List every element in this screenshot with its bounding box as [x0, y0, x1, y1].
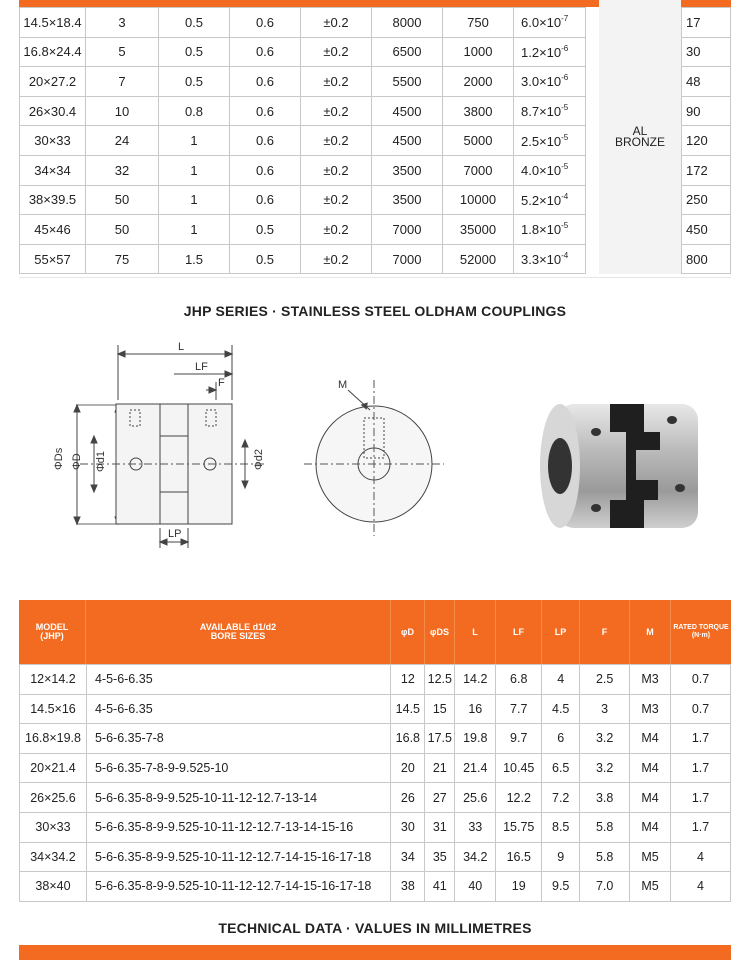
header-LP: LP [542, 600, 580, 664]
spec-table-row [20, 842, 731, 872]
spec-cell-LP: 4 [542, 665, 580, 695]
top-spec-table [19, 0, 731, 274]
top-cell-a: 50 [86, 185, 159, 215]
weight-cell: 250 [682, 185, 731, 215]
header-L: L [455, 600, 496, 664]
inertia-exponent: -6 [561, 73, 569, 83]
spec-cell-D: 20 [391, 753, 425, 783]
top-cell-inertia [514, 67, 586, 97]
spec-cell-bores: 5-6-6.35-8-9-9.525-10-11-12-12.7-14-15-16-17-18 [86, 872, 390, 902]
top-cell-stiff: 2000 [443, 67, 514, 97]
spec-cell-LP: 9.5 [542, 872, 580, 902]
spec-cell-LF: 6.8 [496, 665, 542, 695]
weight-cell: 17 [682, 8, 731, 38]
spec-cell-torque: 0.7 [671, 694, 731, 724]
drawing-area [40, 340, 720, 560]
top-cell-c: 0.5 [230, 215, 301, 245]
spec-cell-D: 38 [391, 872, 425, 902]
header-phiDS: φDS [425, 600, 455, 664]
top-table-row [20, 185, 586, 215]
top-cell-c: 0.5 [230, 244, 301, 274]
spec-cell-M: M5 [630, 872, 671, 902]
top-cell-c: 0.6 [230, 185, 301, 215]
label-M: M [338, 379, 348, 391]
top-cell-stiff: 5000 [443, 126, 514, 156]
spec-cell-torque: 0.7 [671, 665, 731, 695]
label-phiD: ΦD [71, 453, 83, 470]
top-cell-model: 14.5×18.4 [20, 8, 86, 38]
spec-cell-LP: 7.2 [542, 783, 580, 813]
label-L: L [178, 341, 185, 353]
spec-cell-D: 30 [391, 812, 425, 842]
top-table-row [20, 126, 586, 156]
top-cell-tol: ±0.2 [301, 185, 372, 215]
spec-cell-LP: 8.5 [542, 812, 580, 842]
spec-cell-M: M4 [630, 812, 671, 842]
spec-cell-L: 16 [455, 694, 496, 724]
spec-cell-model: 38×40 [20, 872, 87, 902]
inertia-base: 1.8×10 [521, 222, 562, 238]
top-table-row [20, 215, 586, 245]
inertia-exponent: -5 [561, 132, 569, 142]
spec-cell-L: 21.4 [455, 753, 496, 783]
top-cell-tol: ±0.2 [301, 215, 372, 245]
spec-cell-LP: 6.5 [542, 753, 580, 783]
top-cell-c: 0.6 [230, 37, 301, 67]
inertia-base: 3.3×10 [521, 252, 562, 268]
inertia-base: 4.0×10 [521, 163, 562, 179]
spec-cell-M: M3 [630, 694, 671, 724]
weight-cell: 450 [682, 215, 731, 245]
weight-cell: 30 [682, 37, 731, 67]
top-cell-stiff: 750 [443, 8, 514, 38]
spec-cell-F: 3 [580, 694, 630, 724]
inertia-exponent: -6 [561, 43, 569, 53]
top-cell-b: 0.8 [159, 96, 230, 126]
spec-cell-torque: 1.7 [671, 812, 731, 842]
top-cell-rpm: 7000 [372, 215, 443, 245]
spec-cell-torque: 1.7 [671, 753, 731, 783]
top-table-row [20, 67, 586, 97]
top-cell-c: 0.6 [230, 126, 301, 156]
spec-cell-LF: 15.75 [496, 812, 542, 842]
spec-cell-LF: 12.2 [496, 783, 542, 813]
top-cell-a: 7 [86, 67, 159, 97]
spec-cell-LP: 4.5 [542, 694, 580, 724]
top-cell-tol: ±0.2 [301, 244, 372, 274]
inertia-exponent: -5 [561, 103, 569, 113]
top-cell-a: 24 [86, 126, 159, 156]
spec-cell-LP: 9 [542, 842, 580, 872]
weight-cell: 172 [682, 155, 731, 185]
spec-cell-F: 3.2 [580, 724, 630, 754]
top-cell-inertia [514, 8, 586, 38]
spec-cell-LF: 10.45 [496, 753, 542, 783]
spec-cell-L: 25.6 [455, 783, 496, 813]
top-cell-rpm: 7000 [372, 244, 443, 274]
spec-cell-bores: 4-5-6-6.35 [86, 694, 390, 724]
spec-cell-DS: 27 [425, 783, 455, 813]
spec-cell-F: 2.5 [580, 665, 630, 695]
spec-cell-model: 26×25.6 [20, 783, 87, 813]
label-F: F [218, 377, 225, 389]
spec-cell-LF: 19 [496, 872, 542, 902]
header-torque: RATED TORQUE (N·m) [673, 624, 729, 639]
inertia-base: 6.0×10 [521, 15, 562, 31]
weight-cell: 800 [682, 244, 731, 274]
technical-drawings [40, 340, 720, 560]
spec-cell-bores: 5-6-6.35-8-9-9.525-10-11-12-12.7-14-15-16-17-18 [86, 842, 390, 872]
inertia-base: 5.2×10 [521, 192, 562, 208]
spec-cell-DS: 35 [425, 842, 455, 872]
material-line-2: BRONZE [614, 135, 665, 149]
spec-table-row [20, 872, 731, 902]
spec-cell-model: 16.8×19.8 [20, 724, 87, 754]
material-line-1: AL [632, 124, 648, 138]
spec-cell-torque: 4 [671, 842, 731, 872]
header-M: M [630, 600, 671, 664]
spec-table-row [20, 724, 731, 754]
top-cell-inertia [514, 244, 586, 274]
spec-table-header [19, 600, 731, 664]
top-header-strip-weight [681, 0, 731, 7]
top-cell-stiff: 7000 [443, 155, 514, 185]
spec-cell-LF: 7.7 [496, 694, 542, 724]
top-cell-inertia [514, 96, 586, 126]
spec-cell-LF: 16.5 [496, 842, 542, 872]
spec-cell-L: 14.2 [455, 665, 496, 695]
top-table-row [20, 244, 586, 274]
weight-row [682, 67, 731, 97]
spec-cell-F: 5.8 [580, 812, 630, 842]
side-view-drawing [74, 345, 265, 548]
spec-cell-DS: 41 [425, 872, 455, 902]
weight-column [681, 7, 731, 274]
weight-row [682, 185, 731, 215]
spec-cell-bores: 5-6-6.35-8-9-9.525-10-11-12-12.7-13-14-15-16 [86, 812, 390, 842]
spec-table-row [20, 694, 731, 724]
top-cell-model: 38×39.5 [20, 185, 86, 215]
top-cell-c: 0.6 [230, 8, 301, 38]
top-cell-inertia [514, 37, 586, 67]
top-cell-a: 50 [86, 215, 159, 245]
top-cell-stiff: 10000 [443, 185, 514, 215]
weight-row [682, 8, 731, 38]
top-header-strip [19, 0, 599, 7]
top-cell-stiff: 35000 [443, 215, 514, 245]
top-cell-c: 0.6 [230, 96, 301, 126]
header-phiD: φD [391, 600, 425, 664]
top-cell-tol: ±0.2 [301, 8, 372, 38]
label-LF: LF [195, 361, 208, 373]
top-cell-b: 1.5 [159, 244, 230, 274]
spec-cell-torque: 4 [671, 872, 731, 902]
spec-cell-model: 14.5×16 [20, 694, 87, 724]
spec-cell-bores: 4-5-6-6.35 [86, 665, 390, 695]
top-cell-a: 75 [86, 244, 159, 274]
header-F: F [580, 600, 630, 664]
spec-cell-DS: 17.5 [425, 724, 455, 754]
top-cell-b: 1 [159, 155, 230, 185]
spec-cell-F: 5.8 [580, 842, 630, 872]
weight-cell: 120 [682, 126, 731, 156]
weight-cell: 48 [682, 67, 731, 97]
spec-cell-model: 30×33 [20, 812, 87, 842]
weight-cell: 90 [682, 96, 731, 126]
top-cell-model: 26×30.4 [20, 96, 86, 126]
top-cell-b: 0.5 [159, 67, 230, 97]
top-cell-model: 20×27.2 [20, 67, 86, 97]
spec-table-body [19, 664, 731, 902]
spec-cell-LF: 9.7 [496, 724, 542, 754]
top-cell-tol: ±0.2 [301, 126, 372, 156]
spec-cell-D: 16.8 [391, 724, 425, 754]
top-cell-a: 32 [86, 155, 159, 185]
product-image [540, 404, 698, 528]
top-cell-a: 10 [86, 96, 159, 126]
weight-row [682, 244, 731, 274]
weight-row [682, 155, 731, 185]
top-cell-stiff: 52000 [443, 244, 514, 274]
top-cell-rpm: 6500 [372, 37, 443, 67]
top-cell-inertia [514, 185, 586, 215]
top-cell-rpm: 5500 [372, 67, 443, 97]
spec-cell-L: 33 [455, 812, 496, 842]
spec-cell-DS: 15 [425, 694, 455, 724]
spec-cell-M: M5 [630, 842, 671, 872]
spec-table-row [20, 783, 731, 813]
spec-cell-DS: 21 [425, 753, 455, 783]
top-cell-tol: ±0.2 [301, 155, 372, 185]
spec-table-row [20, 812, 731, 842]
top-table-row [20, 96, 586, 126]
inertia-exponent: -7 [561, 14, 569, 24]
spec-cell-D: 14.5 [391, 694, 425, 724]
top-cell-c: 0.6 [230, 155, 301, 185]
inertia-base: 2.5×10 [521, 133, 562, 149]
spec-cell-F: 3.8 [580, 783, 630, 813]
spec-cell-DS: 12.5 [425, 665, 455, 695]
header-LF: LF [496, 600, 542, 664]
spec-cell-L: 34.2 [455, 842, 496, 872]
spec-cell-L: 40 [455, 872, 496, 902]
spec-cell-D: 34 [391, 842, 425, 872]
top-table-row [20, 37, 586, 67]
top-cell-b: 1 [159, 126, 230, 156]
top-table [19, 7, 586, 274]
inertia-base: 1.2×10 [521, 44, 562, 60]
top-cell-tol: ±0.2 [301, 96, 372, 126]
top-cell-model: 16.8×24.4 [20, 37, 86, 67]
footer-title: TECHNICAL DATA · VALUES IN MILLIMETRES [218, 920, 532, 936]
divider [19, 277, 731, 278]
top-cell-b: 1 [159, 215, 230, 245]
spec-cell-torque: 1.7 [671, 783, 731, 813]
label-LP: LP [168, 528, 182, 540]
label-phid2: Φd2 [253, 448, 265, 470]
spec-cell-model: 20×21.4 [20, 753, 87, 783]
weight-row [682, 96, 731, 126]
spec-cell-F: 3.2 [580, 753, 630, 783]
spec-cell-bores: 5-6-6.35-7-8-9-9.525-10 [86, 753, 390, 783]
spec-cell-M: M4 [630, 753, 671, 783]
inertia-exponent: -4 [561, 251, 569, 261]
spec-cell-torque: 1.7 [671, 724, 731, 754]
header-model: MODEL (JHP) [19, 600, 86, 664]
top-table-row [20, 8, 586, 38]
jhp-spec-table [19, 600, 731, 902]
top-cell-b: 0.5 [159, 37, 230, 67]
spec-cell-model: 12×14.2 [20, 665, 87, 695]
top-cell-tol: ±0.2 [301, 67, 372, 97]
spec-cell-bores: 5-6-6.35-8-9-9.525-10-11-12-12.7-13-14 [86, 783, 390, 813]
top-cell-b: 1 [159, 185, 230, 215]
header-bores: AVAILABLE d1/d2 BORE SIZES [86, 600, 391, 664]
spec-cell-F: 7.0 [580, 872, 630, 902]
top-cell-rpm: 4500 [372, 96, 443, 126]
top-cell-model: 45×46 [20, 215, 86, 245]
weight-row [682, 215, 731, 245]
material-cell [599, 0, 681, 274]
spec-cell-M: M3 [630, 665, 671, 695]
top-table-row [20, 155, 586, 185]
top-cell-model: 34×34 [20, 155, 86, 185]
spec-cell-D: 12 [391, 665, 425, 695]
top-cell-a: 3 [86, 8, 159, 38]
weight-row [682, 37, 731, 67]
spec-table-row [20, 753, 731, 783]
section-title: JHP SERIES · STAINLESS STEEL OLDHAM COUPLINGS [183, 303, 567, 319]
front-view-drawing [304, 380, 444, 536]
top-cell-rpm: 8000 [372, 8, 443, 38]
label-phiDs: ΦDs [53, 447, 65, 470]
spec-cell-M: M4 [630, 783, 671, 813]
inertia-exponent: -4 [561, 191, 569, 201]
inertia-exponent: -5 [561, 162, 569, 172]
top-cell-b: 0.5 [159, 8, 230, 38]
spec-cell-DS: 31 [425, 812, 455, 842]
top-cell-tol: ±0.2 [301, 37, 372, 67]
spec-table-row [20, 665, 731, 695]
top-cell-rpm: 3500 [372, 185, 443, 215]
bottom-accent-bar [19, 945, 731, 960]
top-cell-stiff: 3800 [443, 96, 514, 126]
top-cell-a: 5 [86, 37, 159, 67]
spec-cell-LP: 6 [542, 724, 580, 754]
inertia-base: 3.0×10 [521, 74, 562, 90]
top-cell-model: 55×57 [20, 244, 86, 274]
weight-row [682, 126, 731, 156]
spec-cell-M: M4 [630, 724, 671, 754]
top-cell-rpm: 3500 [372, 155, 443, 185]
spec-cell-D: 26 [391, 783, 425, 813]
top-cell-c: 0.6 [230, 67, 301, 97]
top-cell-inertia [514, 155, 586, 185]
spec-cell-model: 34×34.2 [20, 842, 87, 872]
label-phid1: Φd1 [95, 450, 107, 472]
inertia-exponent: -5 [561, 221, 569, 231]
top-cell-model: 30×33 [20, 126, 86, 156]
spec-cell-bores: 5-6-6.35-7-8 [86, 724, 390, 754]
top-cell-inertia [514, 126, 586, 156]
top-cell-rpm: 4500 [372, 126, 443, 156]
top-cell-inertia [514, 215, 586, 245]
spec-cell-L: 19.8 [455, 724, 496, 754]
top-cell-stiff: 1000 [443, 37, 514, 67]
inertia-base: 8.7×10 [521, 104, 562, 120]
